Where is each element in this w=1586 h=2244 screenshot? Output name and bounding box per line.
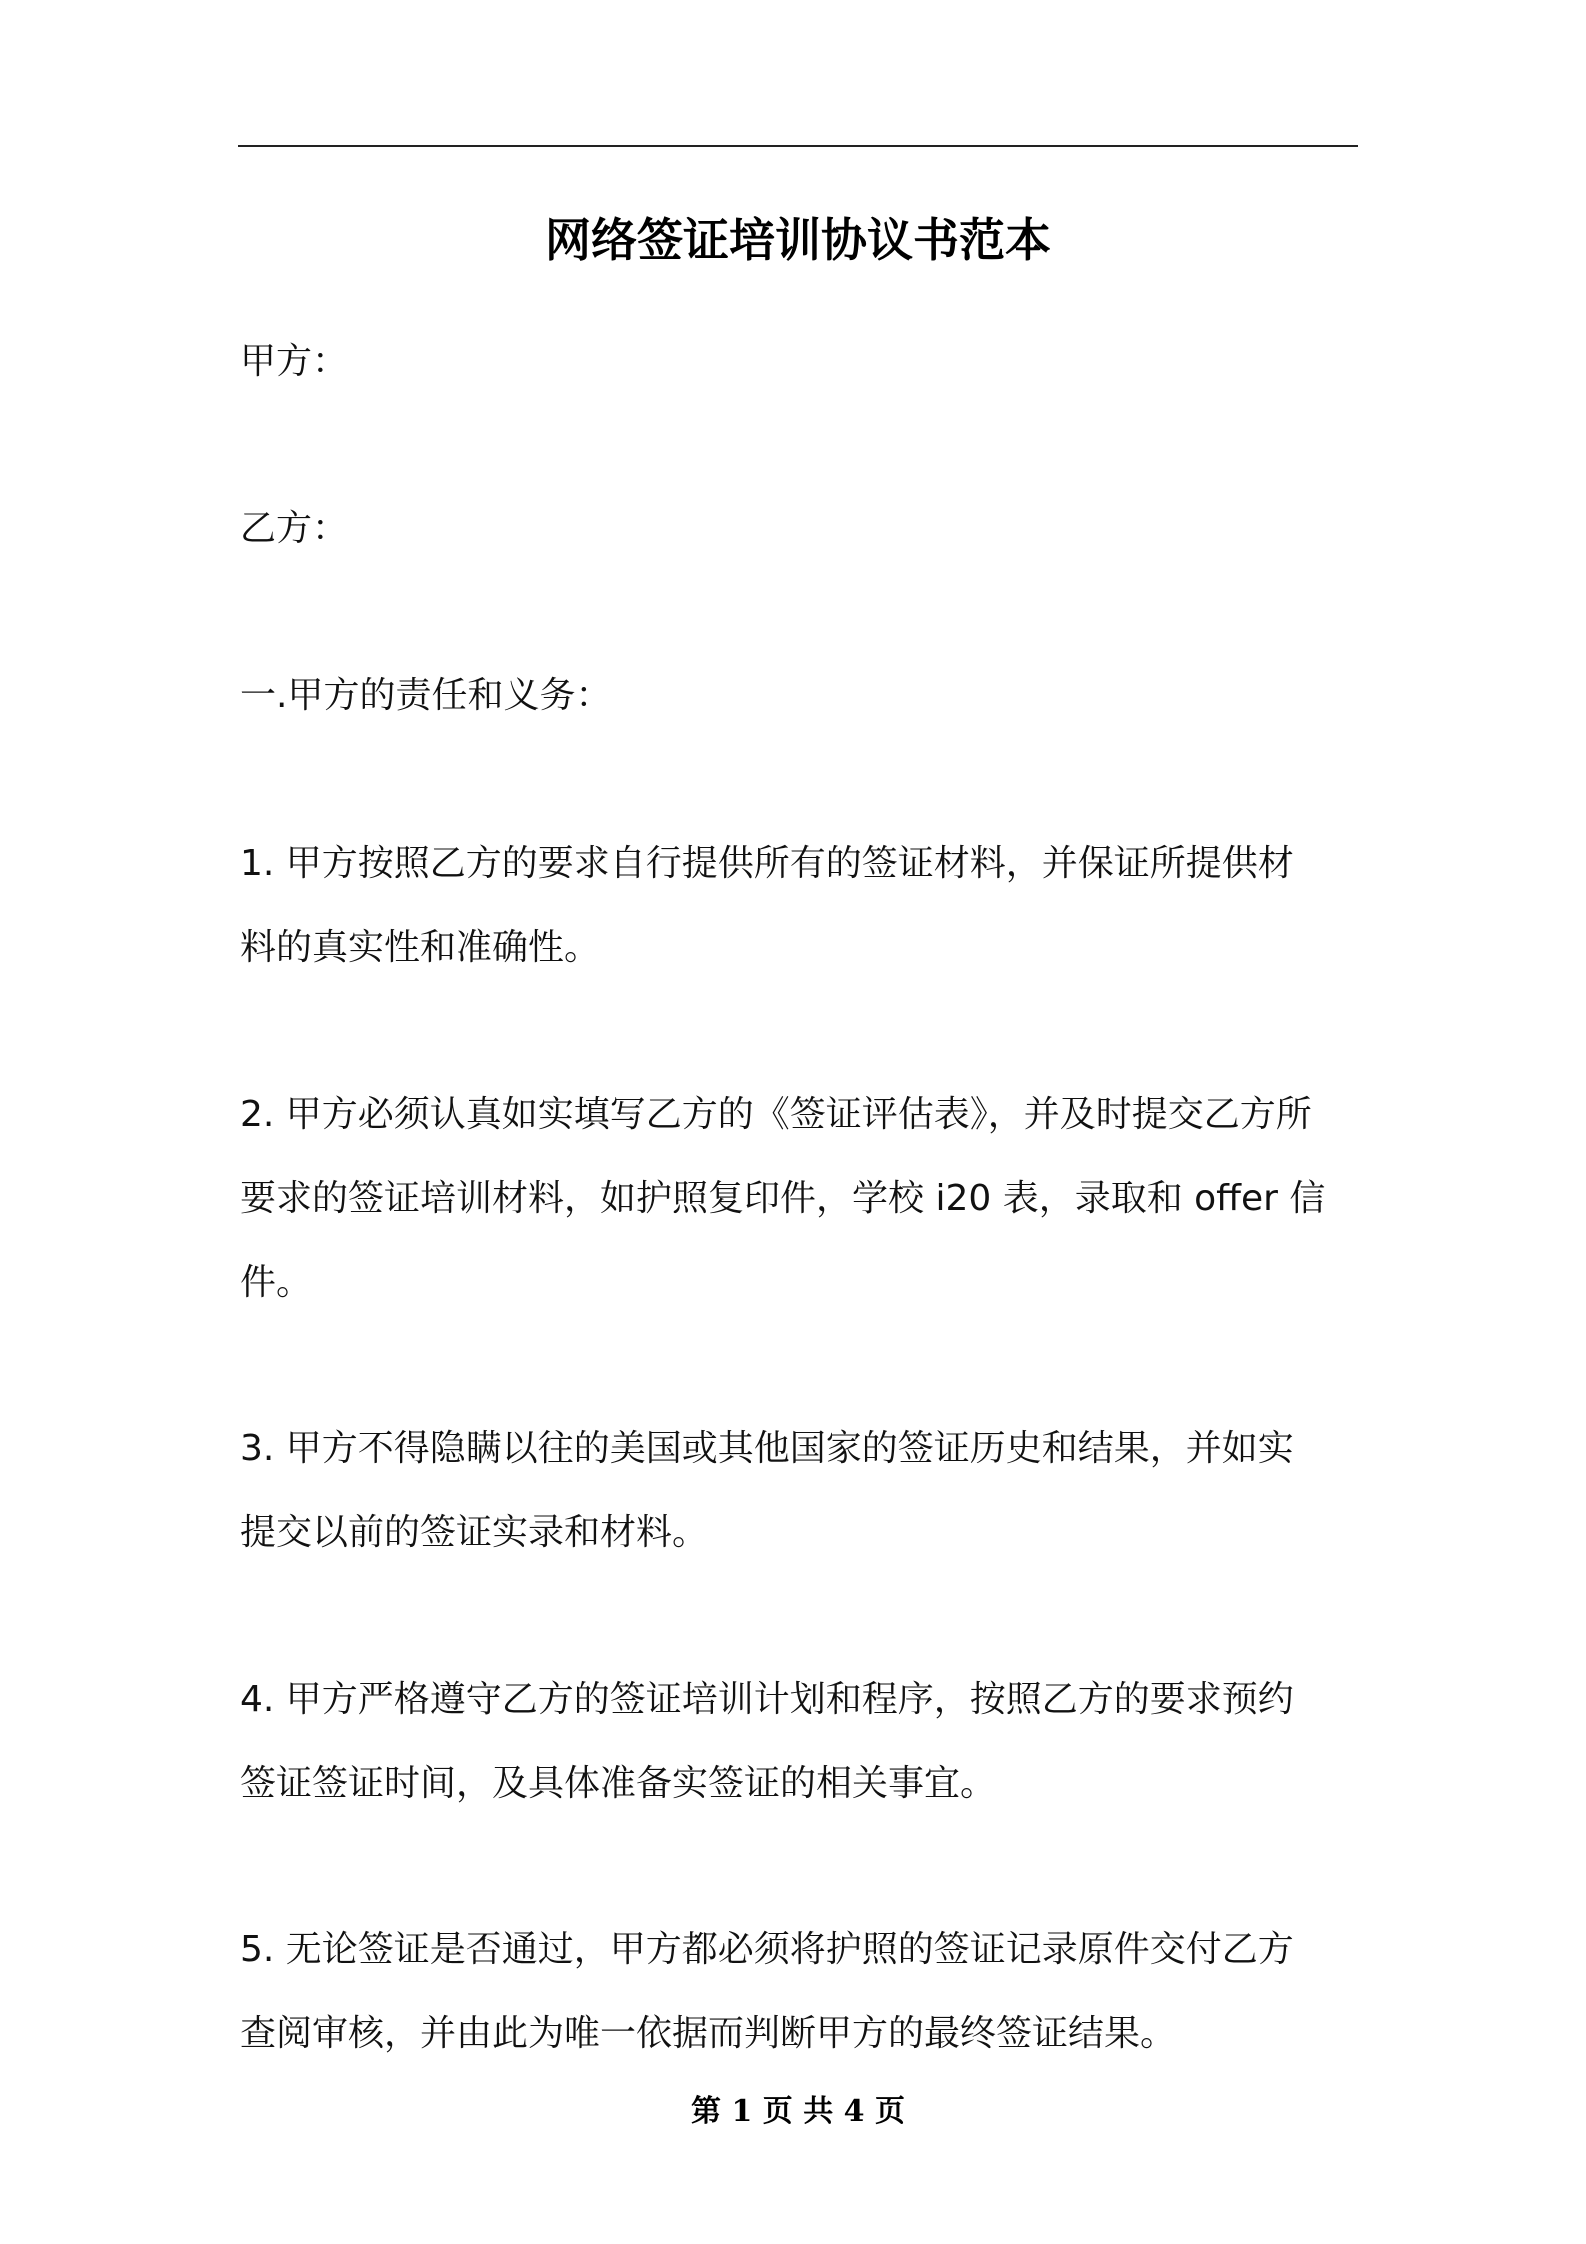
clause-2 <box>240 1073 1360 1325</box>
clause-4-line-2: 签证签证时间，及具体准备实签证的相关事宜。 <box>240 1763 997 1804</box>
clause-1 <box>240 822 1360 990</box>
clause-2-line-1: 2. 甲方必须认真如实填写乙方的《签证评估表》，并及时提交乙方所 <box>240 1094 1312 1135</box>
clause-4 <box>240 1658 1360 1826</box>
section-heading: 一.甲方的责任和义务： <box>240 675 612 716</box>
clause-2-line-2: 要求的签证培训材料，如护照复印件，学校 i20 表，录取和 offer 信 <box>240 1178 1326 1219</box>
clause-5-line-1: 5. 无论签证是否通过，甲方都必须将护照的签证记录原件交付乙方 <box>240 1929 1294 1970</box>
party-a-label: 甲方： <box>240 341 349 382</box>
clause-3-line-2: 提交以前的签证实录和材料。 <box>240 1512 709 1553</box>
clause-3-line-1: 3. 甲方不得隐瞒以往的美国或其他国家的签证历史和结果，并如实 <box>240 1428 1294 1469</box>
party-b-label: 乙方： <box>240 508 349 549</box>
clause-1-line-2: 料的真实性和准确性。 <box>240 927 601 968</box>
clause-2-line-3: 件。 <box>240 1262 313 1303</box>
clause-1-line-1: 1. 甲方按照乙方的要求自行提供所有的签证材料，并保证所提供材 <box>240 843 1294 884</box>
clause-3 <box>240 1407 1360 1575</box>
clause-4-line-1: 4. 甲方严格遵守乙方的签证培训计划和程序，按照乙方的要求预约 <box>240 1679 1294 1720</box>
header-divider <box>238 145 1358 147</box>
clause-5 <box>240 1908 1360 2076</box>
document-title: 网络签证培训协议书范本 <box>545 213 1051 267</box>
page-indicator: 第 1 页 共 4 页 <box>691 2094 905 2129</box>
clause-5-line-2: 查阅审核，并由此为唯一依据而判断甲方的最终签证结果。 <box>240 2013 1177 2054</box>
